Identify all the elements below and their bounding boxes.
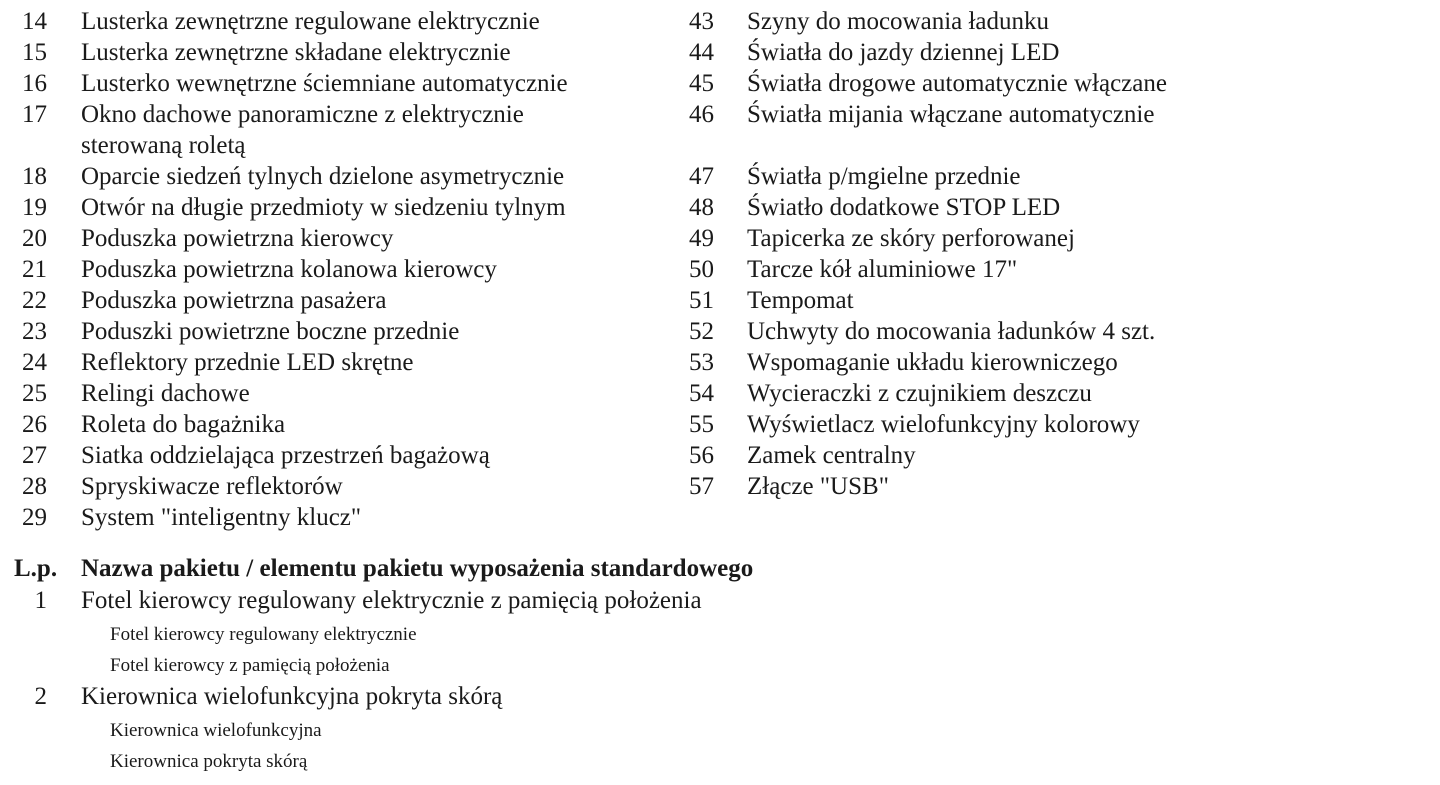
item-text: Wspomaganie układu kierowniczego <box>747 349 1118 376</box>
item-number: 27 <box>22 442 47 469</box>
list-item <box>0 37 660 68</box>
package-row <box>0 681 1440 715</box>
item-text: Poduszki powietrzne boczne przednie <box>81 318 460 345</box>
item-text: Tapicerka ze skóry perforowanej <box>747 225 1075 252</box>
package-table-header <box>0 553 1440 585</box>
item-text: Złącze "USB" <box>747 473 889 500</box>
item-number: 56 <box>689 442 714 469</box>
equipment-list-right <box>668 6 1368 502</box>
item-number: 26 <box>22 411 47 438</box>
item-number: 21 <box>22 256 47 283</box>
item-text: Oparcie siedzeń tylnych dzielone asymetrycznie <box>81 163 565 190</box>
item-number: 55 <box>689 411 714 438</box>
list-item <box>0 161 660 192</box>
list-item <box>668 6 1368 37</box>
list-item <box>668 285 1368 316</box>
list-item <box>0 378 660 409</box>
item-number: 29 <box>22 504 47 531</box>
item-number: 48 <box>689 194 714 221</box>
item-number: 16 <box>22 70 47 97</box>
header-package-name: Nazwa pakietu / elementu pakietu wyposażenia standardowego <box>81 555 754 582</box>
item-text: Lusterka zewnętrzne składane elektrycznie <box>81 39 511 66</box>
item-number: 50 <box>689 256 714 283</box>
item-number: 54 <box>689 380 714 407</box>
list-item <box>0 347 660 378</box>
item-text: Światła drogowe automatycznie włączane <box>747 70 1167 97</box>
package-element: Kierownica pokryta skórą <box>110 751 308 772</box>
list-item <box>668 192 1368 223</box>
list-item <box>0 409 660 440</box>
item-number: 57 <box>689 473 714 500</box>
list-item <box>668 347 1368 378</box>
list-item <box>0 316 660 347</box>
item-number: 22 <box>22 287 47 314</box>
item-number: 44 <box>689 39 714 66</box>
item-text: Lusterko wewnętrzne ściemniane automatycznie <box>81 70 568 97</box>
list-item <box>0 254 660 285</box>
item-number: 19 <box>22 194 47 221</box>
package-number: 2 <box>34 683 47 710</box>
list-item <box>668 378 1368 409</box>
item-text: Okno dachowe panoramiczne z elektrycznie sterowaną roletą <box>81 101 524 159</box>
list-item <box>668 471 1368 502</box>
list-item <box>668 409 1368 440</box>
item-number: 20 <box>22 225 47 252</box>
item-text: Poduszka powietrzna kolanowa kierowcy <box>81 256 497 283</box>
package-element: Kierownica wielofunkcyjna <box>110 720 322 741</box>
list-item <box>668 223 1368 254</box>
item-number: 17 <box>22 101 47 128</box>
item-text: Tarcze kół aluminiowe 17" <box>747 256 1018 283</box>
item-text: Szyny do mocowania ładunku <box>747 8 1050 35</box>
item-text: Relingi dachowe <box>81 380 250 407</box>
package-number: 1 <box>34 587 47 614</box>
list-item <box>0 99 660 161</box>
list-item <box>668 254 1368 285</box>
item-number: 15 <box>22 39 47 66</box>
item-number: 45 <box>689 70 714 97</box>
list-item <box>0 223 660 254</box>
item-number: 14 <box>22 8 47 35</box>
list-item <box>0 440 660 471</box>
item-number: 24 <box>22 349 47 376</box>
item-number: 49 <box>689 225 714 252</box>
item-text: Otwór na długie przedmioty w siedzeniu tylnym <box>81 194 566 221</box>
item-text: Tempomat <box>747 287 854 314</box>
item-number: 53 <box>689 349 714 376</box>
item-text: Wyświetlacz wielofunkcyjny kolorowy <box>747 411 1140 438</box>
list-item <box>668 37 1368 68</box>
list-item <box>0 471 660 502</box>
list-item <box>668 161 1368 192</box>
item-text: Zamek centralny <box>747 442 916 469</box>
item-text: Siatka oddzielająca przestrzeń bagażową <box>81 442 490 469</box>
item-text: Światła mijania włączane automatycznie <box>747 101 1155 128</box>
item-text: Wycieraczki z czujnikiem deszczu <box>747 380 1092 407</box>
list-item <box>668 440 1368 471</box>
header-lp: L.p. <box>14 555 58 582</box>
item-text: Poduszka powietrzna kierowcy <box>81 225 394 252</box>
item-number: 51 <box>689 287 714 314</box>
item-number: 25 <box>22 380 47 407</box>
item-text: System "inteligentny klucz" <box>81 504 362 531</box>
item-number: 47 <box>689 163 714 190</box>
list-item <box>668 68 1368 99</box>
list-item <box>668 99 1368 161</box>
item-number: 52 <box>689 318 714 345</box>
item-text: Roleta do bagażnika <box>81 411 286 438</box>
package-element: Fotel kierowcy z pamięcią położenia <box>110 655 390 676</box>
package-element: Fotel kierowcy regulowany elektrycznie <box>110 624 417 645</box>
item-text: Światła p/mgielne przednie <box>747 163 1021 190</box>
item-text: Spryskiwacze reflektorów <box>81 473 343 500</box>
package-row <box>0 585 1440 619</box>
package-section <box>0 553 1440 777</box>
item-text: Uchwyty do mocowania ładunków 4 szt. <box>747 318 1156 345</box>
list-item <box>0 285 660 316</box>
item-text: Światło dodatkowe STOP LED <box>747 194 1061 221</box>
list-item <box>668 316 1368 347</box>
list-item <box>0 502 660 533</box>
list-item <box>0 68 660 99</box>
item-text: Poduszka powietrzna pasażera <box>81 287 387 314</box>
item-number: 18 <box>22 163 47 190</box>
item-number: 28 <box>22 473 47 500</box>
package-name: Kierownica wielofunkcyjna pokryta skórą <box>81 683 503 710</box>
item-text: Reflektory przednie LED skrętne <box>81 349 414 376</box>
item-number: 23 <box>22 318 47 345</box>
package-name: Fotel kierowcy regulowany elektrycznie z pamięcią położenia <box>81 587 702 614</box>
item-number: 43 <box>689 8 714 35</box>
item-text: Lusterka zewnętrzne regulowane elektrycznie <box>81 8 540 35</box>
item-text: Światła do jazdy dziennej LED <box>747 39 1060 66</box>
equipment-list-left <box>0 6 660 533</box>
list-item <box>0 6 660 37</box>
list-item <box>0 192 660 223</box>
item-number: 46 <box>689 101 714 128</box>
